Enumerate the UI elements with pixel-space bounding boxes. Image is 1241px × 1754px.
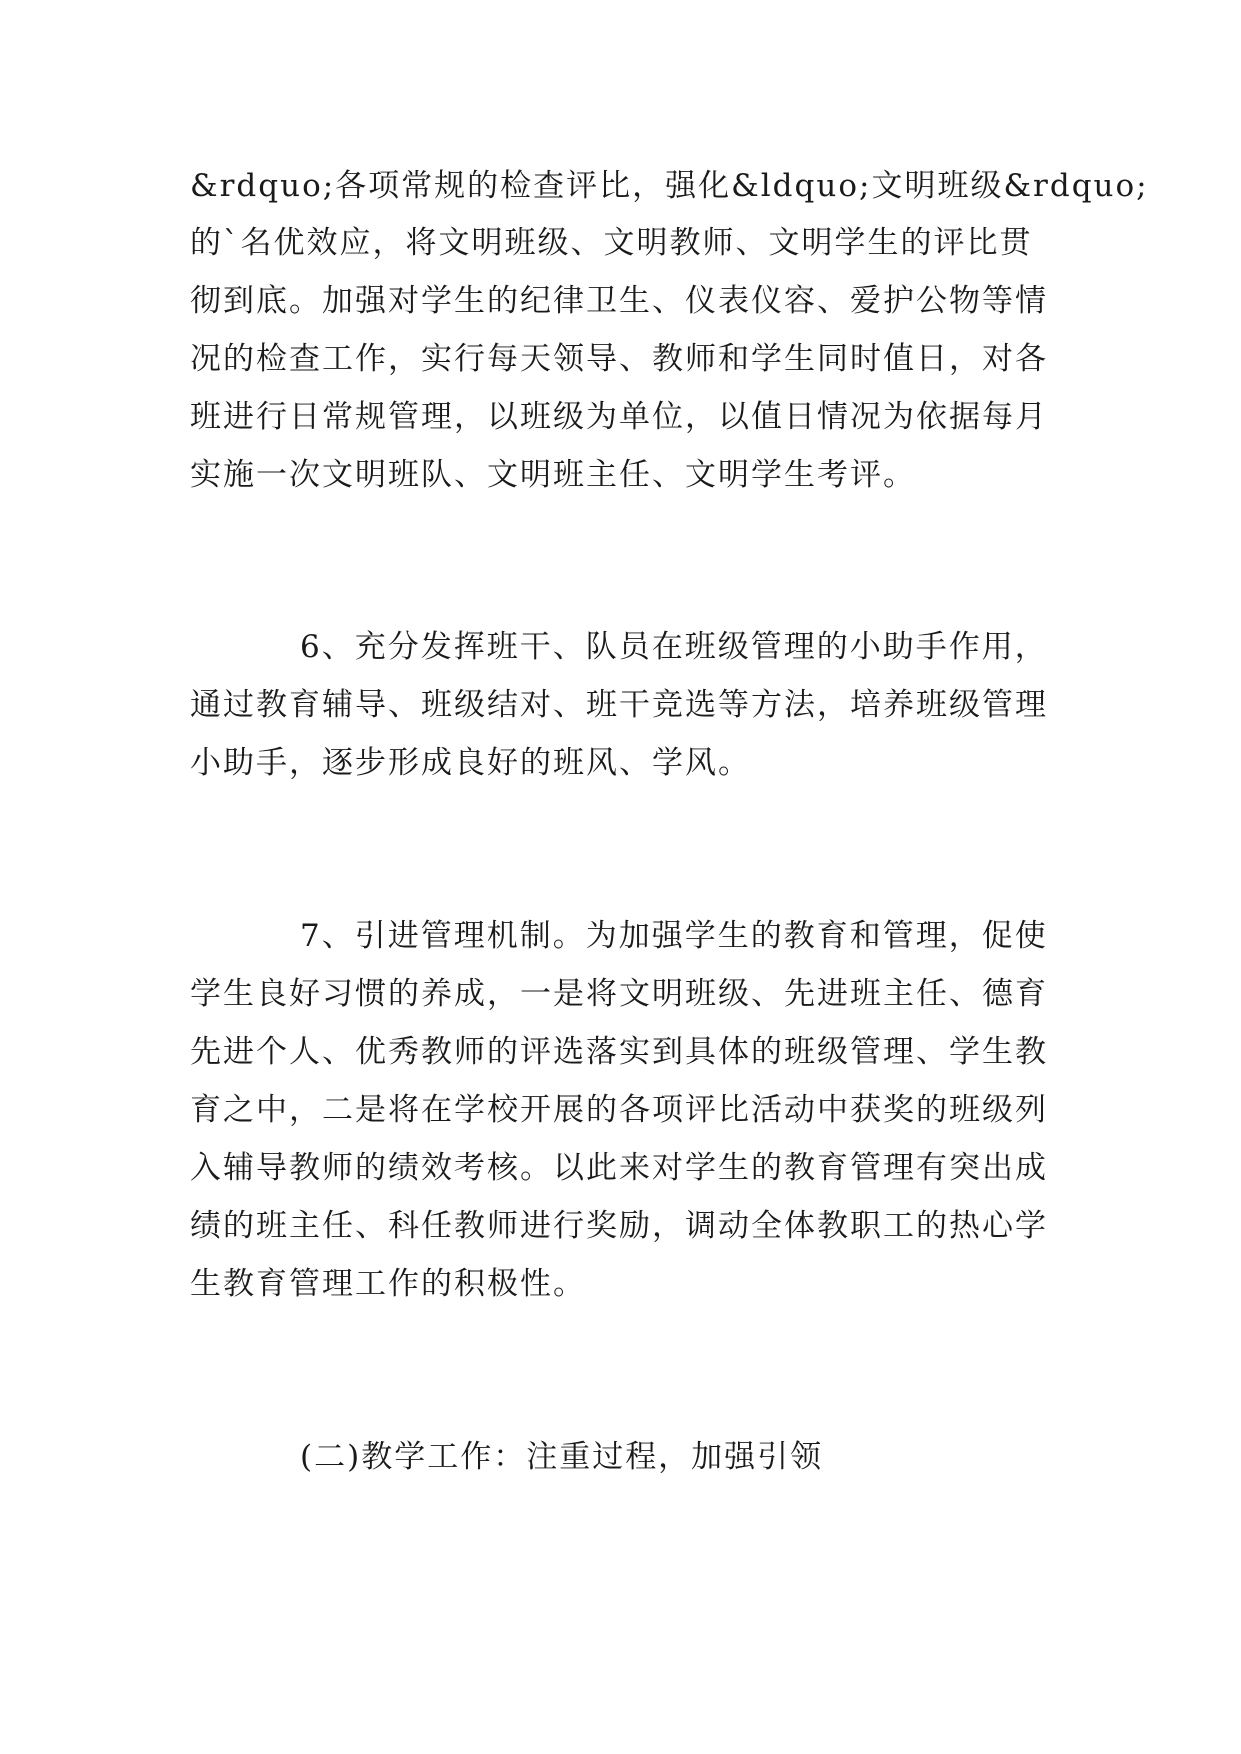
text-line: 的`名优效应，将文明班级、文明教师、文明学生的评比贯 <box>190 225 1033 261</box>
text-line: &rdquo;各项常规的检查评比，强化&ldquo;文明班级&rdquo; <box>190 168 1149 204</box>
text-line: 绩的班主任、科任教师进行奖励，调动全体教职工的热心学 <box>190 1208 1048 1244</box>
paragraph-7-first-line: 7、引进管理机制。为加强学生的教育和管理，促使 <box>300 918 1048 954</box>
text-line: 彻到底。加强对学生的纪律卫生、仪表仪容、爱护公物等情 <box>190 283 1048 319</box>
section-heading: (二)教学工作：注重过程，加强引领 <box>300 1439 824 1475</box>
text-line: 小助手，逐步形成良好的班风、学风。 <box>190 745 751 781</box>
text-line: 生教育管理工作的积极性。 <box>190 1266 586 1302</box>
text-line: 学生良好习惯的养成，一是将文明班级、先进班主任、德育 <box>190 976 1048 1012</box>
text-line: 入辅导教师的绩效考核。以此来对学生的教育管理有突出成 <box>190 1150 1048 1186</box>
text-line: 通过教育辅导、班级结对、班干竞选等方法，培养班级管理 <box>190 687 1048 723</box>
paragraph-6-first-line: 6、充分发挥班干、队员在班级管理的小助手作用， <box>300 629 1048 665</box>
text-line: 实施一次文明班队、文明班主任、文明学生考评。 <box>190 457 916 493</box>
text-line: 先进个人、优秀教师的评选落实到具体的班级管理、学生教 <box>190 1034 1048 1070</box>
text-line: 班进行日常规管理，以班级为单位，以值日情况为依据每月 <box>190 399 1048 435</box>
text-line: 育之中，二是将在学校开展的各项评比活动中获奖的班级列 <box>190 1092 1048 1128</box>
text-line: 况的检查工作，实行每天领导、教师和学生同时值日，对各 <box>190 341 1048 377</box>
